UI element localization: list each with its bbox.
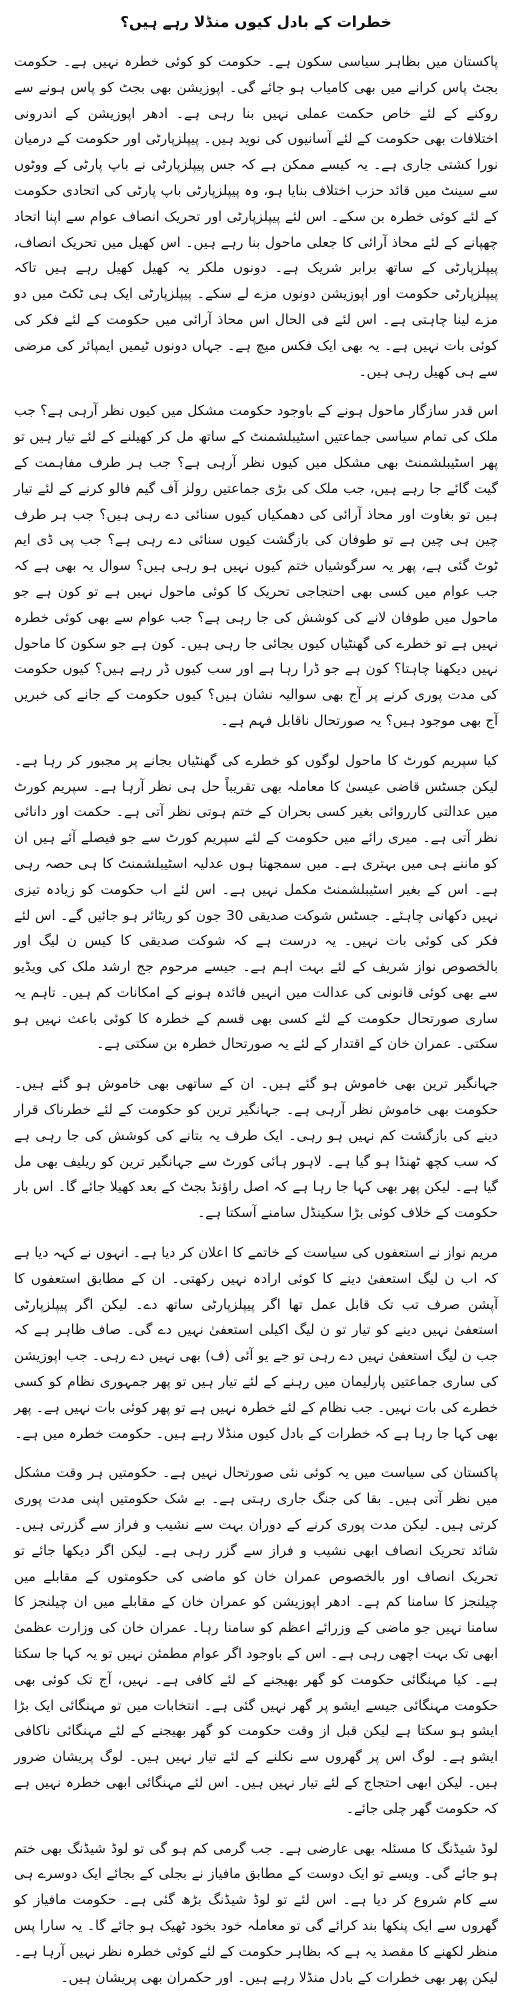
article-paragraph-3: کیا سپریم کورٹ کا ماحول لوگوں کو خطرے کی گھنٹیاں بجانے پر مجبور کر رہا ہے۔ لیکن جسٹس قاضی عیسیٰ کا معاملہ بھی تقریباً حل ہی نظر آرہا ہے۔ سپریم کورٹ میں عدالتی کارروائی بغیر کسی بحران کے ختم ہوتی نظر آتی ہے۔ حکمت اور دانائی نظر آتی ہے۔ میری رائے میں حکومت کے لئے سپریم کورٹ سے جو فیصلے آئے ہیں ان کو ماننے ہی میں بہتری ہے۔ میں سمجھتا ہوں عدلیہ اسٹیبلشمنٹ کا ہی حصہ رہی ہے۔ اس کے بغیر اسٹیبلشمنٹ مکمل نہیں ہے۔ اس لئے اب حکومت کو زیادہ تیزی نہیں دکھانی چاہئے۔ جسٹس شوکت صدیقی 30 جون کو ریٹائر ہو جائیں گے۔ اس لئے فکر کی کوئی بات نہیں۔ یہ درست ہے کہ شوکت صدیقی کا کیس ن لیگ اور بالخصوص نواز شریف کے لئے بہت اہم ہے۔ جیسے مرحوم جج ارشد ملک کی ویڈیو سے بھی کوئی قانونی کی عدالت میں انہیں فائدہ ہونے کے امکانات کم ہیں۔ تاہم یہ ساری صورتحال حکومت کے لئے کسی بھی قسم کے خطرہ کا کوئی باعث نہیں ہو سکتی۔ عمران خان کے اقتدار کے لئے یہ صورتحال خطرہ بن سکتی ہے۔	[14, 752, 498, 1053]
article-title: خطرات کے بادل کیوں منڈلا رہے ہیں؟	[120, 13, 392, 31]
article-paragraph-2: اس قدر سازگار ماحول ہونے کے باوجود حکومت مشکل میں کیوں نظر آرہی ہے؟ جب ملک کی تمام سیاسی جماعتیں اسٹیبلشمنٹ کے ساتھ مل کر کھیلنے کے لئے تیار ہیں تو پھر اسٹیبلشمنٹ بھی مشکل میں کیوں نظر آرہی ہے؟ جب ہر طرف مفاہمت کے گیت گائے جا رہے ہیں، جب ملک کی بڑی جماعتیں رولز آف گیم فالو کرنے کے لئے تیار ہیں تو بغاوت اور محاذ آرائی کی دھمکیاں کیوں سنائی دے رہی ہیں؟ جب ہر طرف چین ہی چین ہے تو طوفان کی بازگشت کیوں سنائی دے رہی ہے؟ جب پی ڈی ایم ٹوٹ گئی ہے، پھر یہ سرگوشیاں ختم کیوں نہیں ہو رہی ہیں؟ سوال یہ بھی ہے کہ جب عوام میں کسی بھی احتجاجی تحریک کا کوئی ماحول نہیں ہے تو کون ہے جو ماحول میں طوفان لانے کی کوشش کی جا رہی ہے؟ جب عوام سے بھی کوئی خطرہ نہیں ہے تو خطرے کی گھنٹیاں کیوں بجائی جا رہی ہیں۔ کون ہے جو سکون کا ماحول نہیں دیکھنا چاہتا؟ کون ہے جو ڈرا رہا ہے اور سب کیوں ڈر رہے ہیں؟ کیوں حکومت کی مدت پوری کرنے پر آج بھی سوالیہ نشان ہیں؟ کیوں حکومت کے جانے کی خبریں آج بھی موجود ہیں؟ یہ صورتحال ناقابل فہم ہے۔	[14, 403, 498, 729]
article-paragraph-4: جہانگیر ترین بھی خاموش ہو گئے ہیں۔ ان کے ساتھی بھی خاموش ہو گئے ہیں۔ حکومت بھی خاموش نظر آرہی ہے۔ جہانگیر ترین کو حکومت کے لئے خطرناک قرار دینے کی بازگشت کم نہیں ہو رہی۔ ایک طرف یہ بتانے کی کوشش کی جا رہی ہے کہ سب کچھ ٹھنڈا ہو گیا ہے۔ لاہور ہائی کورٹ سے جہانگیر ترین کو ریلیف بھی مل گیا ہے۔ لیکن پھر بھی کہا جا رہا ہے کہ اصل راؤنڈ بجٹ کے بعد کھیلا جائے گا۔ اس بار حکومت کے خلاف کوئی بڑا سکینڈل سامنے آسکتا ہے۔	[14, 1076, 498, 1222]
article-paragraph-7: لوڈ شیڈنگ کا مسئلہ بھی عارضی ہے۔ جب گرمی کم ہو گی تو لوڈ شیڈنگ بھی ختم ہو جائے گی۔ ویسے تو ایک دوست کے مطابق مافیاز نے بجلی کے بجائے ایک دوسرے ہی سے کام شروع کر دیا ہے۔ اس لئے تو لوڈ شیڈنگ بڑھ گئی ہے۔ حکومت مافیاز کو گھروں سے ایک پنکھا بند کرائے گی تو معاملہ خود بخود ٹھیک ہو جائے گا۔ یہ سارا پس منظر لکھنے کا مقصد یہ ہے کہ بظاہر حکومت کے لئے کوئی خطرہ نظر نہیں آرہا ہے۔ لیکن پھر بھی خطرات کے بادل منڈلا رہے ہیں۔ اور حکمران بھی پریشان ہیں۔	[14, 1840, 498, 1986]
article-paragraph-1: پاکستان میں بظاہر سیاسی سکون ہے۔ حکومت کو کوئی خطرہ نہیں ہے۔ حکومت بجٹ پاس کرانے میں بھی کامیاب ہو جائے گی۔ اپوزیشن بھی بجٹ کو پاس ہونے سے روکنے کے لئے خاص حکمت عملی نہیں بنا رہی ہے۔ ادھر اپوزیشن کے اندرونی اختلافات بھی حکومت کے لئے آسانیوں کی نوید ہیں۔ پیپلزپارٹی اور حکومت کے درمیان نورا کشتی جاری ہے۔ یہ کیسے ممکن ہے کہ جس پیپلزپارٹی نے باپ پارٹی کے ووٹوں سے سینٹ میں قائد حزب اختلاف بنایا ہو، وہ پیپلزپارٹی باپ پارٹی کی اتحادی حکومت کے لئے کوئی خطرہ بن سکے۔ اس لئے پیپلزپارٹی اور تحریک انصاف عوام سے اپنا اتحاد چھپانے کے لئے محاذ آرائی کا جعلی ماحول بنا رہے ہیں۔ اس کھیل میں تحریک انصاف، پیپلزپارٹی کے ساتھ برابر شریک ہے۔ دونوں ملکر یہ کھیل کھیل رہے ہیں تاکہ پیپلزپارٹی حکومت اور اپوزیشن دونوں مزے لے سکے۔ پیپلزپارٹی ایک ہی ٹکٹ میں دو مزے لینا چاہتی ہے۔ اس لئے فی الحال اس محاذ آرائی میں حکومت کے لئے فکر کی کوئی بات نہیں ہے۔ یہ بھی ایک فکس میچ ہے۔ جہاں دونوں ٹیمیں ایمپائر کی مرضی سے ہی کھیل رہی ہیں۔	[14, 54, 498, 380]
article-paragraph-6: پاکستان کی سیاست میں یہ کوئی نئی صورتحال نہیں ہے۔ حکومتیں ہر وقت مشکل میں نظر آتی ہیں۔ بقا کی جنگ جاری رہتی ہے۔ بے شک حکومتیں اپنی مدت پوری کرتی ہیں۔ لیکن مدت پوری کرنے کے دوران بہت سے نشیب و فراز سے گزرتی ہیں۔ شائد تحریک انصاف ابھی نشیب و فراز سے گزر رہی ہے۔ لیکن اگر دیکھا جائے تو تحریک انصاف اور بالخصوص عمران خان کو ماضی کی حکومتوں کے مقابلے میں چیلنجز کا سامنا کم ہے۔ ادھر اپوزیشن کو عمران خان کے مقابلے میں ان چیلنجز کا سامنا نہیں جو ماضی کے وزرائے اعظم کو سامنا رہا۔ عمران خان کی وزارت عظمیٰ ابھی تک بہت اچھی رہی ہے۔ اس کے باوجود اگر عوام مطمئن نہیں تو یہ کہا جا سکتا ہے۔ کیا مہنگائی حکومت کو گھر بھیجنے کے لئے کافی ہے۔ نہیں، آج تک کوئی بھی حکومت مہنگائی جیسے ایشو پر گھر نہیں گئی ہے۔ انتخابات میں تو مہنگائی ایک بڑا ایشو ہو سکتا ہے لیکن قبل از وقت حکومت کو گھر بھیجنے کے لئے مہنگائی ناکافی ایشو ہے۔ لوگ اس پر گھروں سے نکلنے کے لئے تیار نہیں ہیں۔ لوگ پریشان ضرور ہیں۔ لیکن ابھی احتجاج کے لئے تیار نہیں ہیں۔ اس لئے مہنگائی ابھی خطرہ نہیں ہے کہ حکومت گھر چلی جائے۔	[14, 1465, 498, 1817]
article-paragraph-5: مریم نواز نے استعفوں کی سیاست کے خاتمے کا اعلان کر دیا ہے۔ انہوں نے کہہ دیا ہے کہ اب ن لیگ استعفیٰ دینے کا کوئی ارادہ نہیں رکھتی۔ ان کے مطابق استعفوں کا آپشن صرف تب تک قابل عمل تھا اگر پیپلزپارٹی ساتھ دے۔ لیکن اگر پیپلزپارٹی استعفیٰ نہیں دینے کو تیار تو ن لیگ اکیلی استعفیٰ نہیں دے گی۔ صاف ظاہر ہے کہ جب ن لیگ استعفیٰ نہیں دے رہی تو جے یو آئی (ف) بھی نہیں دے رہی۔ جب اپوزیشن کی ساری جماعتیں پارلیمان میں رہنے کے لئے تیار ہیں تو پھر جمہوری نظام کو کسی خطرے کی بات نہیں۔ جب نظام کے لئے خطرہ نہیں ہے تو پھر کوئی بات نہیں ہے۔ پھر بھی کہا جا رہا ہے کہ خطرات کے بادل کیوں منڈلا رہے ہیں۔ حکومت خطرہ میں ہے۔	[14, 1245, 498, 1442]
